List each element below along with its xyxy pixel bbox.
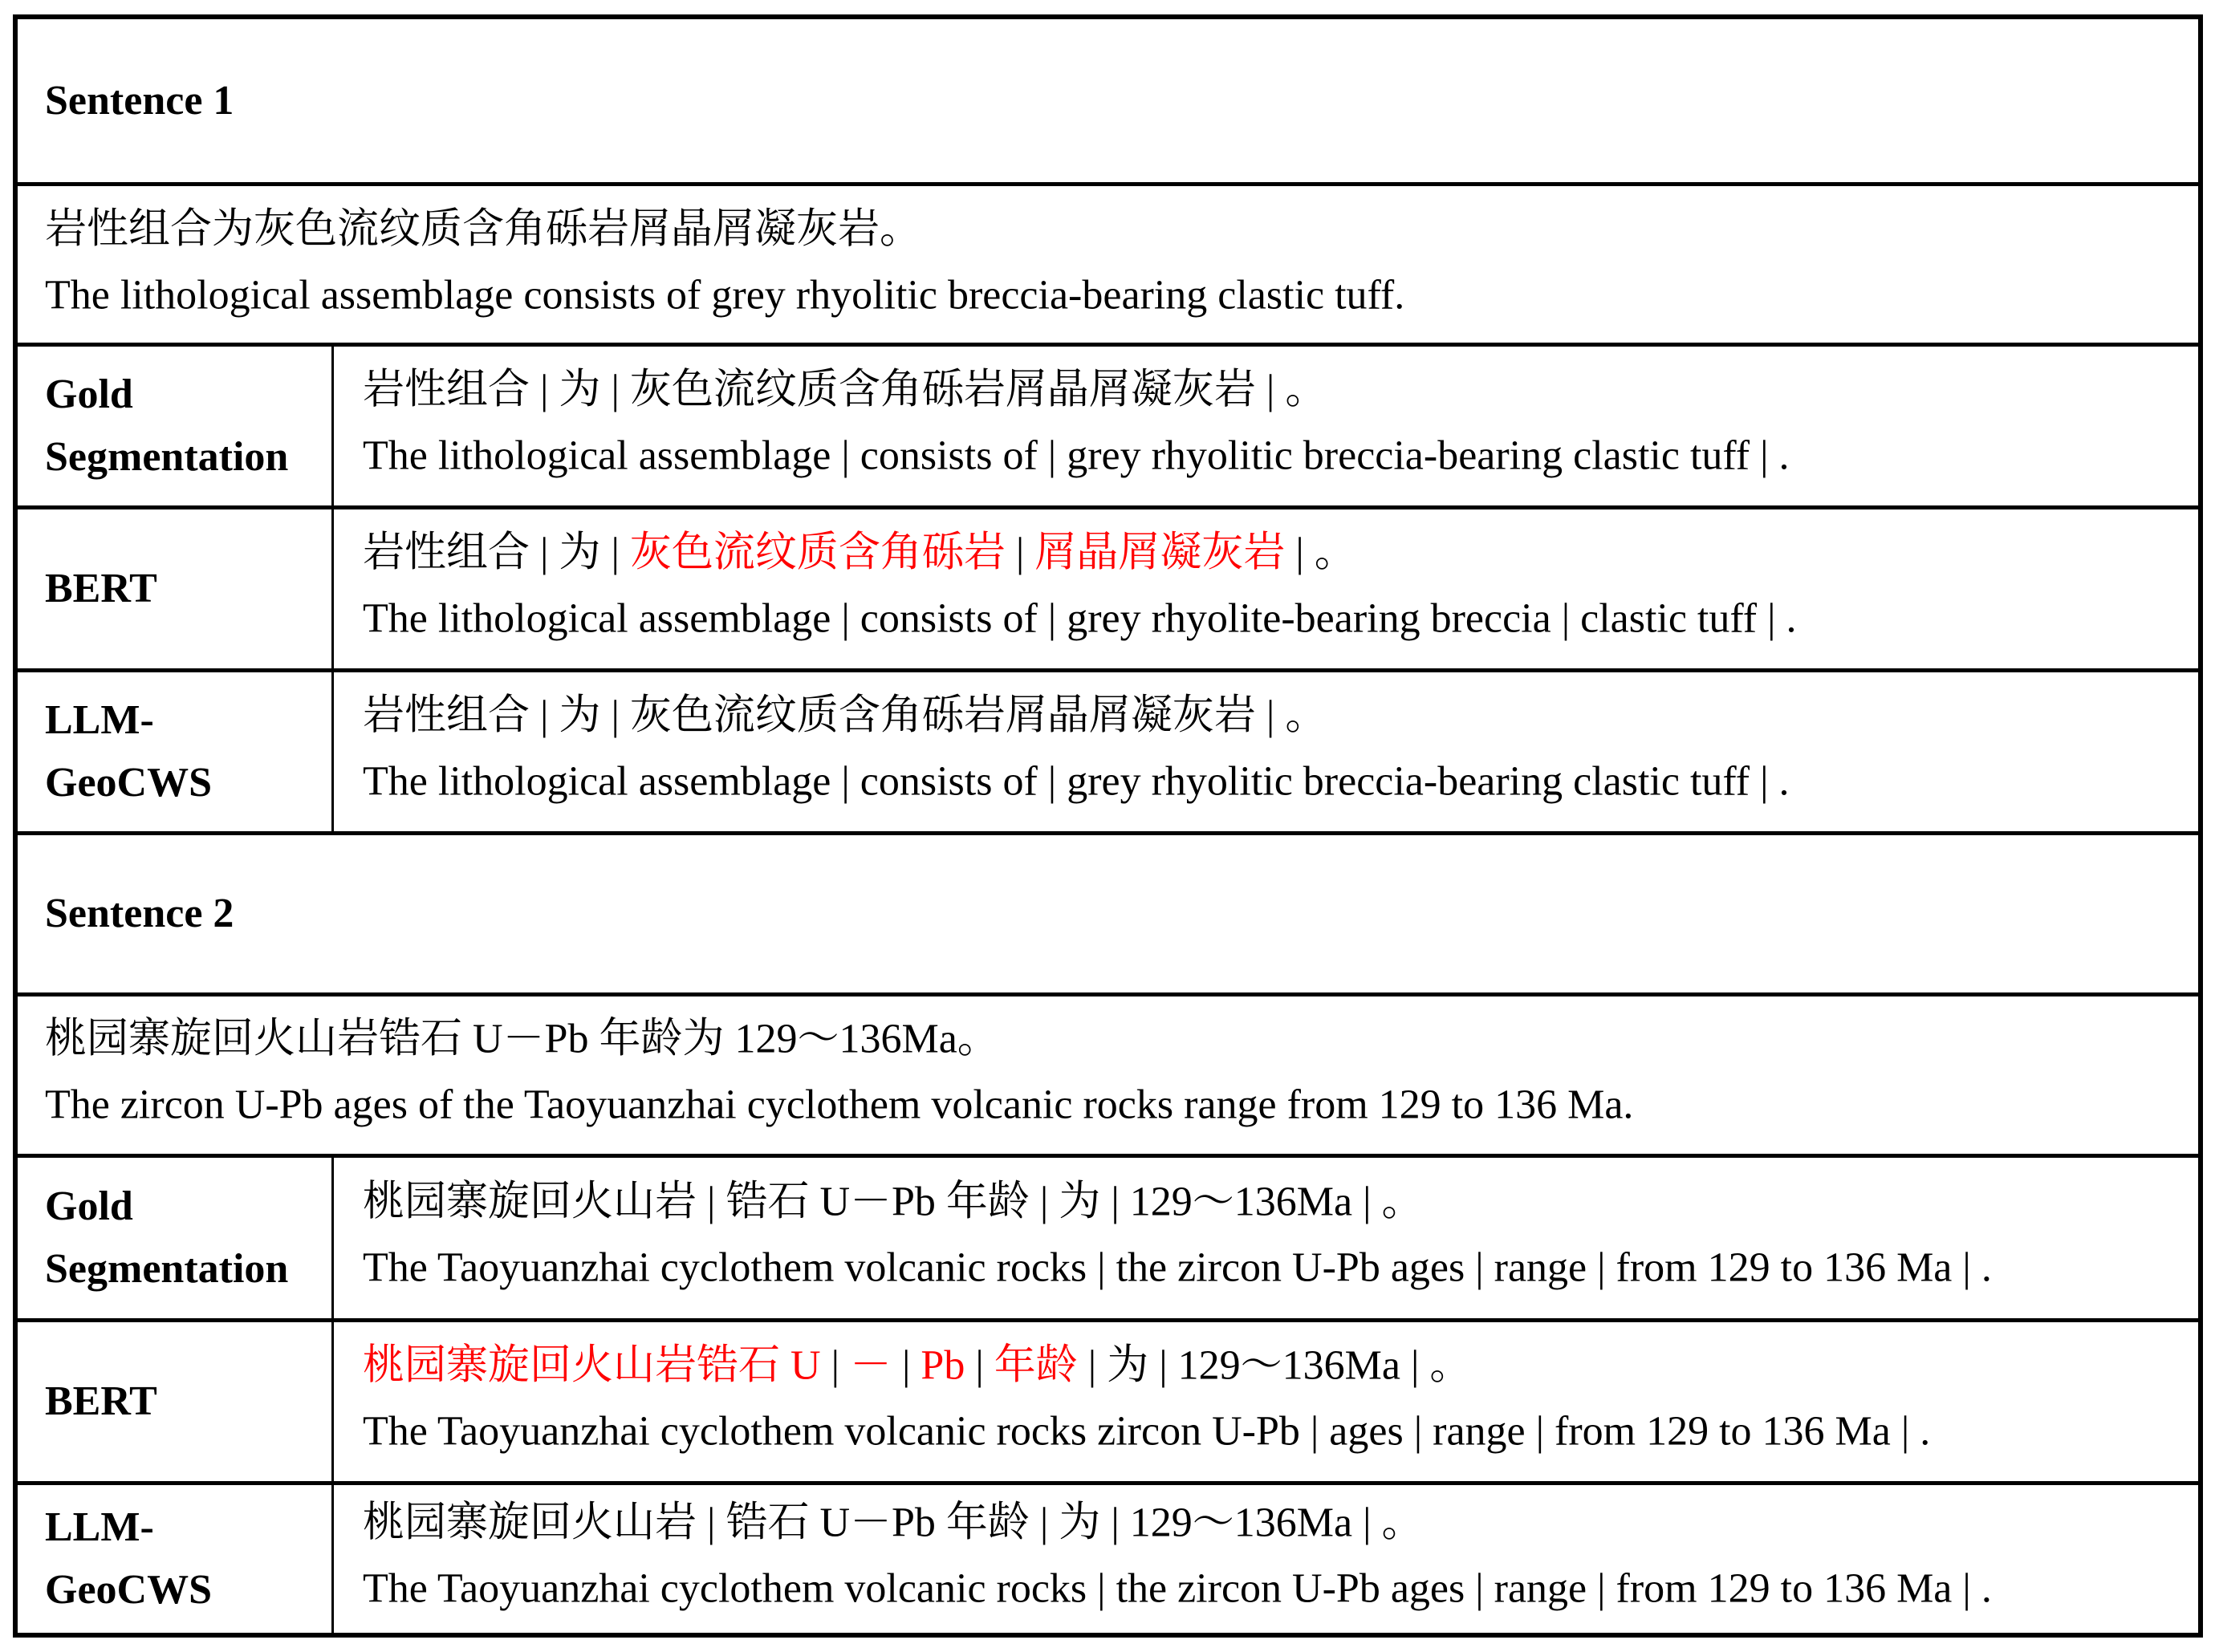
method-label-line: GeoCWS — [45, 760, 212, 806]
segment-separator: | — [697, 1179, 726, 1225]
segment: grey rhyolite-bearing breccia — [1067, 595, 1551, 642]
segmentation-cell — [334, 1158, 2198, 1318]
method-label-cell — [18, 1485, 334, 1633]
segment: 灰色流纹质含角砾岩屑晶屑凝灰岩 — [629, 367, 1256, 413]
segment-separator: | — [1465, 1244, 1494, 1291]
method-label-line: BERT — [45, 1378, 157, 1424]
segment-separator: | — [831, 595, 860, 642]
method-label-line: LLM- — [45, 1504, 154, 1550]
segment-separator: | — [1005, 530, 1035, 576]
segment-separator: | — [1037, 758, 1067, 805]
segment: The lithological assemblage — [363, 595, 831, 642]
segment-separator: | — [965, 1342, 994, 1389]
segment: from 129 to 136 Ma — [1616, 1244, 1953, 1291]
sentence-2-bert-row — [18, 1318, 2198, 1481]
segment: 桃园寨旋回火山岩 — [363, 1500, 697, 1546]
segmented-zh — [363, 358, 2182, 424]
segment-separator: | — [1465, 1565, 1494, 1612]
segmentation-cell — [334, 509, 2198, 668]
segmentation-cell — [334, 1485, 2198, 1633]
segment: The lithological assemblage — [363, 758, 831, 805]
segment: 129～136Ma — [1177, 1342, 1400, 1389]
segment: 为 — [559, 367, 601, 413]
segment: . — [1981, 1244, 1992, 1291]
segment-error: 年龄 — [994, 1342, 1078, 1389]
segment-separator: | — [1952, 1244, 1981, 1291]
segment-separator: | — [820, 1342, 850, 1389]
sentence-2-original-en: The zircon U-Pb ages of the Taoyuanzhai cyclothem volcanic rocks range from 129 to 136 Ma. — [45, 1082, 1634, 1128]
segmented-zh — [363, 521, 2182, 587]
segmented-zh — [363, 1333, 2182, 1399]
segment: clastic tuff — [1580, 595, 1758, 642]
segment-separator: | — [1952, 1565, 1981, 1612]
segment: 灰色流纹质含角砾岩屑晶屑凝灰岩 — [629, 692, 1256, 739]
segment-separator: | — [1037, 432, 1067, 479]
segment: 。 — [1429, 1342, 1472, 1389]
segment: consists of — [860, 432, 1038, 479]
segment: 岩性组合 — [363, 367, 530, 413]
segment: ages — [1329, 1408, 1404, 1455]
segment-separator: | — [831, 432, 860, 479]
method-label-line: Gold — [45, 1183, 133, 1229]
segment-separator: | — [1400, 1342, 1430, 1389]
segmented-en — [363, 1557, 2182, 1622]
segment-separator: | — [1757, 595, 1786, 642]
segment-separator: | — [600, 692, 630, 739]
segment-separator: | — [1285, 530, 1315, 576]
segment: grey rhyolitic breccia-bearing clastic tuff — [1067, 432, 1750, 479]
segmentation-cell — [334, 1322, 2198, 1481]
segment-separator: | — [1100, 1179, 1130, 1225]
sentence-2-llm-geocws-row — [18, 1481, 2198, 1633]
segment-separator: | — [1587, 1565, 1616, 1612]
segment: the zircon U-Pb ages — [1116, 1565, 1465, 1612]
segment: The Taoyuanzhai cyclothem volcanic rocks zircon U-Pb — [363, 1408, 1300, 1455]
segment: The Taoyuanzhai cyclothem volcanic rocks — [363, 1244, 1087, 1291]
segment: 129～136Ma — [1129, 1500, 1353, 1546]
segment: range — [1433, 1408, 1526, 1455]
method-label-line: Segmentation — [45, 1246, 289, 1292]
method-label — [45, 689, 212, 814]
method-label-line: BERT — [45, 566, 157, 611]
segmentation-cell — [334, 672, 2198, 831]
segment: consists of — [860, 595, 1038, 642]
segment: 为 — [1059, 1179, 1101, 1225]
segmented-en — [363, 1399, 2182, 1465]
segment: The lithological assemblage — [363, 432, 831, 479]
segment-error: Pb — [921, 1342, 965, 1389]
segment: 锆石 U－Pb 年龄 — [725, 1500, 1030, 1546]
sentence-1-bert-row — [18, 505, 2198, 668]
segment: 为 — [1107, 1342, 1149, 1389]
method-label-line: LLM- — [45, 697, 154, 743]
segment: 。 — [1381, 1500, 1424, 1546]
segment-separator: | — [1077, 1342, 1108, 1389]
segment-separator: | — [1037, 595, 1067, 642]
segment: 锆石 U－Pb 年龄 — [725, 1179, 1030, 1225]
segment: 岩性组合 — [363, 530, 530, 576]
segmented-en — [363, 587, 2182, 652]
segment-separator: | — [892, 1342, 921, 1389]
segment-error: 灰色流纹质含角砾岩 — [629, 530, 1006, 576]
segment: 为 — [559, 692, 601, 739]
segment: 桃园寨旋回火山岩 — [363, 1179, 697, 1225]
segment: from 129 to 136 Ma — [1616, 1565, 1953, 1612]
segment-separator: | — [1890, 1408, 1920, 1455]
method-label — [45, 363, 288, 489]
segment: 为 — [1059, 1500, 1101, 1546]
segment-separator: | — [1352, 1179, 1382, 1225]
method-label-cell — [18, 672, 334, 831]
segmented-en — [363, 1236, 2182, 1301]
segment: 。 — [1381, 1179, 1424, 1225]
segment-separator: | — [1148, 1342, 1178, 1389]
segment: consists of — [860, 758, 1038, 805]
segment: the zircon U-Pb ages — [1116, 1244, 1465, 1291]
segment-separator: | — [1100, 1500, 1130, 1546]
segmented-zh — [363, 1491, 2182, 1557]
sentence-2-header: Sentence 2 — [45, 891, 234, 936]
segment: . — [1786, 595, 1797, 642]
method-label — [45, 1175, 288, 1301]
sentence-2-header-row — [18, 831, 2198, 992]
method-label-cell — [18, 509, 334, 668]
segment: 。 — [1285, 367, 1327, 413]
segment-separator: | — [1255, 367, 1286, 413]
method-label-line: GeoCWS — [45, 1567, 212, 1613]
segment: 为 — [559, 530, 601, 576]
method-label — [45, 1496, 212, 1622]
sentence-1-llm-geocws-row — [18, 668, 2198, 831]
segmented-zh — [363, 684, 2182, 749]
segmentation-comparison-table — [13, 14, 2203, 1638]
segmented-en — [363, 424, 2182, 489]
segment: 。 — [1314, 530, 1356, 576]
method-label — [45, 558, 157, 620]
segment-separator: | — [1255, 692, 1286, 739]
segment-separator: | — [1299, 1408, 1330, 1455]
sentence-1-original-row — [18, 182, 2198, 345]
segment: . — [1778, 758, 1790, 805]
method-label-cell — [18, 347, 334, 505]
segment: 岩性组合 — [363, 692, 530, 739]
segment-error: － — [849, 1342, 892, 1389]
segment-separator: | — [1087, 1244, 1116, 1291]
segment-separator: | — [1550, 595, 1581, 642]
method-label-line: Segmentation — [45, 434, 289, 480]
sentence-2-gold-row — [18, 1154, 2198, 1318]
sentence-1-gold-row — [18, 343, 2198, 505]
segment: range — [1494, 1244, 1587, 1291]
method-label-cell — [18, 1158, 334, 1318]
sentence-2-original-row — [18, 992, 2198, 1154]
segment: grey rhyolitic breccia-bearing clastic tuff — [1067, 758, 1750, 805]
segment-separator: | — [1587, 1244, 1616, 1291]
sentence-1-header-row — [18, 19, 2198, 182]
method-label-line: Gold — [45, 371, 133, 417]
segment-separator: | — [1403, 1408, 1433, 1455]
sentence-2-original-zh: 桃园寨旋回火山岩锆石 U－Pb 年龄为 129～136Ma。 — [45, 1016, 999, 1062]
sentence-1-original-en: The lithological assemblage consists of grey rhyolitic breccia-bearing clastic tuff. — [45, 272, 1405, 319]
segment-separator: | — [530, 692, 559, 739]
segment-separator: | — [831, 758, 860, 805]
segment-separator: | — [1029, 1500, 1059, 1546]
segment-separator: | — [600, 367, 630, 413]
segment-error: 屑晶屑凝灰岩 — [1034, 530, 1286, 576]
segment: from 129 to 136 Ma — [1555, 1408, 1891, 1455]
segment-separator: | — [1750, 758, 1779, 805]
segment-error: 桃园寨旋回火山岩锆石 U — [363, 1342, 821, 1389]
segmented-en — [363, 749, 2182, 815]
segment-separator: | — [1029, 1179, 1059, 1225]
segmented-zh — [363, 1170, 2182, 1236]
segment: . — [1981, 1565, 1992, 1612]
segment: . — [1778, 432, 1790, 479]
segment: . — [1920, 1408, 1931, 1455]
segment: range — [1494, 1565, 1587, 1612]
segment-separator: | — [697, 1500, 726, 1546]
segment-separator: | — [530, 367, 559, 413]
segmentation-cell — [334, 347, 2198, 505]
segment-separator: | — [1750, 432, 1779, 479]
sentence-1-original-zh: 岩性组合为灰色流纹质含角砾岩屑晶屑凝灰岩。 — [45, 206, 922, 253]
segment: 。 — [1285, 692, 1327, 739]
method-label — [45, 1370, 157, 1433]
segment-separator: | — [1525, 1408, 1555, 1455]
segment-separator: | — [600, 530, 630, 576]
sentence-1-header: Sentence 1 — [45, 77, 234, 124]
segment-separator: | — [1352, 1500, 1382, 1546]
segment: The Taoyuanzhai cyclothem volcanic rocks — [363, 1565, 1087, 1612]
method-label-cell — [18, 1322, 334, 1481]
segment: 129～136Ma — [1129, 1179, 1353, 1225]
segment-separator: | — [530, 530, 559, 576]
segment-separator: | — [1087, 1565, 1116, 1612]
